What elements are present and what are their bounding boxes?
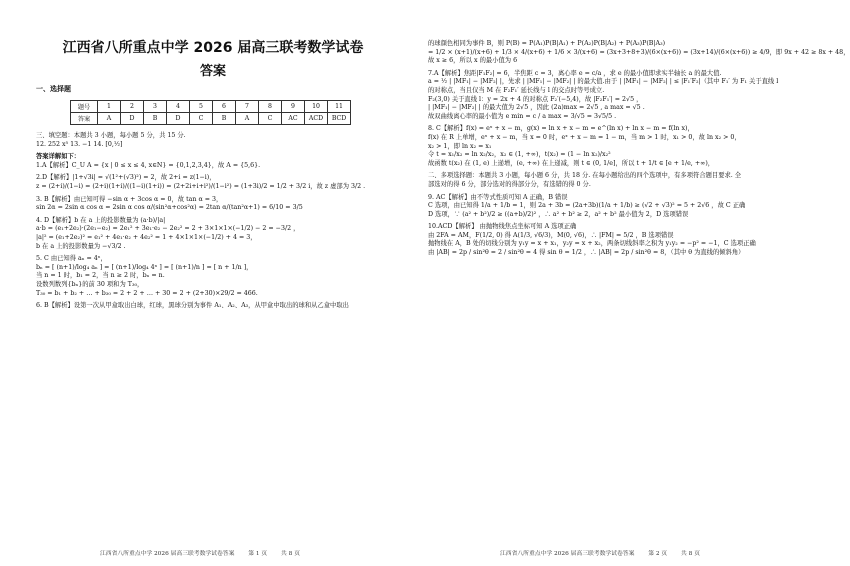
answer-cell: D [121,113,144,125]
answer-cell: ACD [305,113,328,125]
answer-cell: BCD [328,113,351,125]
explanation-line: C 选项，由已知得 1/a + 1/b = 1，则 2a + 3b = (2a+3b)(1/a + 1/b) ≥ (√2 + √3)² = 5 + 2√6 ，故 C 正确 [428,202,746,210]
number-cell: 6 [213,101,236,113]
explanation-line: 当 n = 1 时，b₁ = 2，当 n ≥ 2 时，bₙ = n. [36,272,165,280]
number-cell: 10 [305,101,328,113]
explanation-line: 由 2FA = AM，F(1/2, 0) 得 A(1/3, √6/3)，M(0, √6)，∴ |FM| = 5/2 ，B 选项错误 [428,231,674,239]
explanation-line: 7.A【解析】焦距|F₁F₂| = 6，半焦距 c = 3，离心率 e = c/a ，求 e 的最小值即求实半轴长 a 的最大值. [428,69,722,77]
number-cell: 5 [190,101,213,113]
explanation-line: 5. C 由已知得 aₙ = 4ⁿ， [36,255,107,263]
number-cell: 9 [282,101,305,113]
answer-table-header-row [71,101,351,113]
explanation-line: 9. AC【解析】由不等式性质可知 A 正确，B 错误 [428,193,568,201]
footer-school: 江西省八所重点中学 2026 届高三联考数学试卷答案 [99,551,235,557]
answer-cell: D [167,113,190,125]
explanation-line: |a|² = (e₁+2e₂)² = e₁² + 4e₁·e₂ + 4e₂² = 1 + 4×1×1×(−1/2) + 4 = 3， [36,233,257,241]
explanation-line: sin 2α = 2sin α cos α = 2sin α cos α/(sin²α+cos²α) = 2tan α/(tan²α+1) = 6/10 = 3/5 [36,204,303,212]
explanation-line: 由 |AB| = 2p / sin²θ = 2 / sin²θ = 4 得 sin θ = 1/2 ，∴ |AB| = 2p / sin²θ = 8，（其中 θ 为直线的倾斜角） [428,249,745,257]
explanation-line: 2.D【解析】|1+√3i| = √(1²+(√3)²) = 2，故 2+i = z(1−i)， [36,174,216,182]
document-title: 江西省八所重点中学 2026 届高三联考数学试卷 [62,40,364,56]
fill-blank-heading: 三、填空题：本题共 3 小题，每小题 5 分，共 15 分. [36,132,186,139]
explanation-line: 故 x ≥ 6，所以 x 的最小值为 6 [428,57,518,65]
answer-cell: AC [282,113,305,125]
section-heading-multiple-choice-cont: 部选对的得 6 分，部分选对的得部分分，有选错的得 0 分. [428,180,591,188]
explanation-line: 3. B【解析】由已知可得 −sin α + 3cos α = 0，故 tan α = 3， [36,195,223,203]
explanation-line: 故函数 t(x₂) 在 (1, e) 上递增，(e, +∞) 在上递减，则 t ∈ (0, 1/e]，所以 t + 1/t ∈ [e + 1/e, +∞)， [428,159,715,167]
fill-blank-answers: 12. 252 x⁵ 13. −1 14. [0,½] [36,140,123,148]
answer-table [70,100,351,125]
answer-cell: B [213,113,236,125]
answer-table-answer-row [71,113,351,125]
explanation-line: z = (2+i)/(1−i) = (2+i)(1+i)/((1−i)(1+i)) = (2+2i+i+i²)/(1−i²) = (1+3i)/2 = 1/2 + 3/2 i，故 z 虚部为 3/2 . [36,182,366,190]
explanation-line: F₂(3,0) 关于直线 l：y = 2x + 4 的对称点 F₂′(−5,4)，故 |F₂F₁′| = 2√5 ， [428,95,643,103]
number-cell: 8 [259,101,282,113]
section-heading-multiple-choice: 二、多项选择题：本题共 3 小题，每小题 6 分，共 18 分. 在每小题给出的四个选项中，有多项符合题目要求. 全 [428,172,742,180]
explanation-line: T₃₀ = b₁ + b₂ + … + b₃₀ = 2 + 2 + … + 30 = 2 + (2+30)×29/2 = 466. [36,289,258,297]
explanation-line: | |MF₁| − |MF₂| | 的最大值为 2√5 ，因此 (2a)max = 2√5 , a max = √5 . [428,104,645,112]
footer-total-pages: 共 8 页 [281,551,300,557]
footer-page-number: 第 2 页 [648,551,668,557]
number-cell: 2 [121,101,144,113]
explanation-line: x₂ > 1，即 ln x₂ = x₁ [428,142,492,150]
answer-cell: A [236,113,259,125]
answer-cell: C [259,113,282,125]
number-cell: 3 [144,101,167,113]
footer-school: 江西省八所重点中学 2026 届高三联考数学试卷答案 [499,551,635,557]
explanation-line: f(x) 在 R 上单增，eˣ + x − m，当 x = 0 时，eˣ + x − m = 1 − m，当 m > 1 时，x₁ > 0，故 ln x₂ > 0， [428,133,741,141]
page-footer [400,548,800,557]
number-cell: 4 [167,101,190,113]
explanation-line: 的球颜色相同为事件 B，则 P(B) = P(A₁)P(B|A₁) + P(A₂)P(B|A₂) + P(A₃)P(B|A₃) [428,40,666,47]
explanation-line: 的对称点，当且仅当 M 在 F₂F₁′ 延长线与 l 的交点时等号成立. [428,86,605,94]
explanation-line: 8. C【解析】f(x) = eˣ + x − m，g(x) = ln x + x − m = e^(ln x) + ln x − m = f(ln x)， [428,125,694,133]
number-cell: 1 [98,101,121,113]
explanation-line: bₙ = [ (n+1)/log₄ aₙ ] = [ (n+1)/log₄ 4ⁿ ] = [ (n+1)/n ] = [ n + 1/n ]， [36,263,253,271]
answer-label-cell: 答案 [71,113,98,125]
explanation-line: 设数列数列{bₙ}的前 30 项和为 T₃₀， [36,280,144,288]
footer-total-pages: 共 8 页 [681,551,700,557]
answer-cell: C [190,113,213,125]
answer-page-1 [0,0,400,566]
explanation-line: a = ½ | |MF₁| − |MF₂| |，先求 | |MF₁| − |MF₂| | 的最大值.由于 | |MF₁| − |MF₂| | ≤ |F₁′F₂|（其中 F₁′ 为 F₁ 关于直线 l [428,78,779,86]
explanation-line: 1.A【解析】C_U A = {x | 0 ≤ x ≤ 4, x∈N} = {0,1,2,3,4}，故 A = {5,6}. [36,161,261,169]
explanation-line: 故双曲线离心率的最小值为 e min = c / a max = 3/√5 = 3√5/5 . [428,112,617,120]
footer-page-number: 第 1 页 [248,551,268,557]
section-heading-choice: 一、选择题 [36,85,71,93]
page-footer [0,548,400,557]
answer-page-2 [400,0,850,566]
answer-cell: A [98,113,121,125]
number-cell: 11 [328,101,351,113]
header-label-cell: 题号 [71,101,98,113]
document-subtitle: 答案 [199,64,226,79]
explanation-line: 令 t = x₁/x₂ = ln x₂/x₂，x₂ ∈ (1, +∞)，t(x₂) = (1 − ln x₂)/x₂² [428,151,611,159]
explanation-line: a·b = (e₁+2e₂)·(2e₁−e₂) = 2e₁² + 3e₁·e₂ − 2e₂² = 2 + 3×1×1×(−1/2) − 2 = −3/2 ， [36,225,300,233]
explanation-line: 4. D【解析】b 在 a 上的投影数量为 (a·b)/|a| [36,216,166,224]
number-cell: 7 [236,101,259,113]
explanation-line: D 选项，∵ (a² + b²)/2 ≥ ((a+b)/2)² ，∴ a² + b² ≥ 2，a² + b² 最小值为 2，D 选项错误 [428,210,689,218]
explanation-line: 10.ACD【解析】 由抛物线焦点坐标可知 A 选项正确 [428,223,577,231]
explanation-line: = 1/2 × (x+1)/(x+6) + 1/3 × 4/(x+6) + 1/6 × 3/(x+6) = (3x+3+8+3)/(6×(x+6)) = (3x+14)/(6×(x+6)) ≥ 4/9，即 9x + 42 ≥ 8x + 48， [428,48,850,56]
answer-cell: B [144,113,167,125]
explanation-line: b 在 a 上的投影数量为 −√3/2 . [36,242,126,250]
explanation-heading: 答案详解如下： [36,153,81,161]
explanation-line: 6. B【解析】设第一次从甲盒取出白球，红球，黑球分别为事件 A₁、A₂、A₃，从甲盒中取出的球和从乙盒中取出 [36,302,349,310]
explanation-line: 抛物线在 A，B 处的切线分别为 y₁y = x + x₁，y₂y = x + x₂，两条切线斜率之积为 y₁y₂ = −p² = −1，C 选项正确 [428,240,756,248]
